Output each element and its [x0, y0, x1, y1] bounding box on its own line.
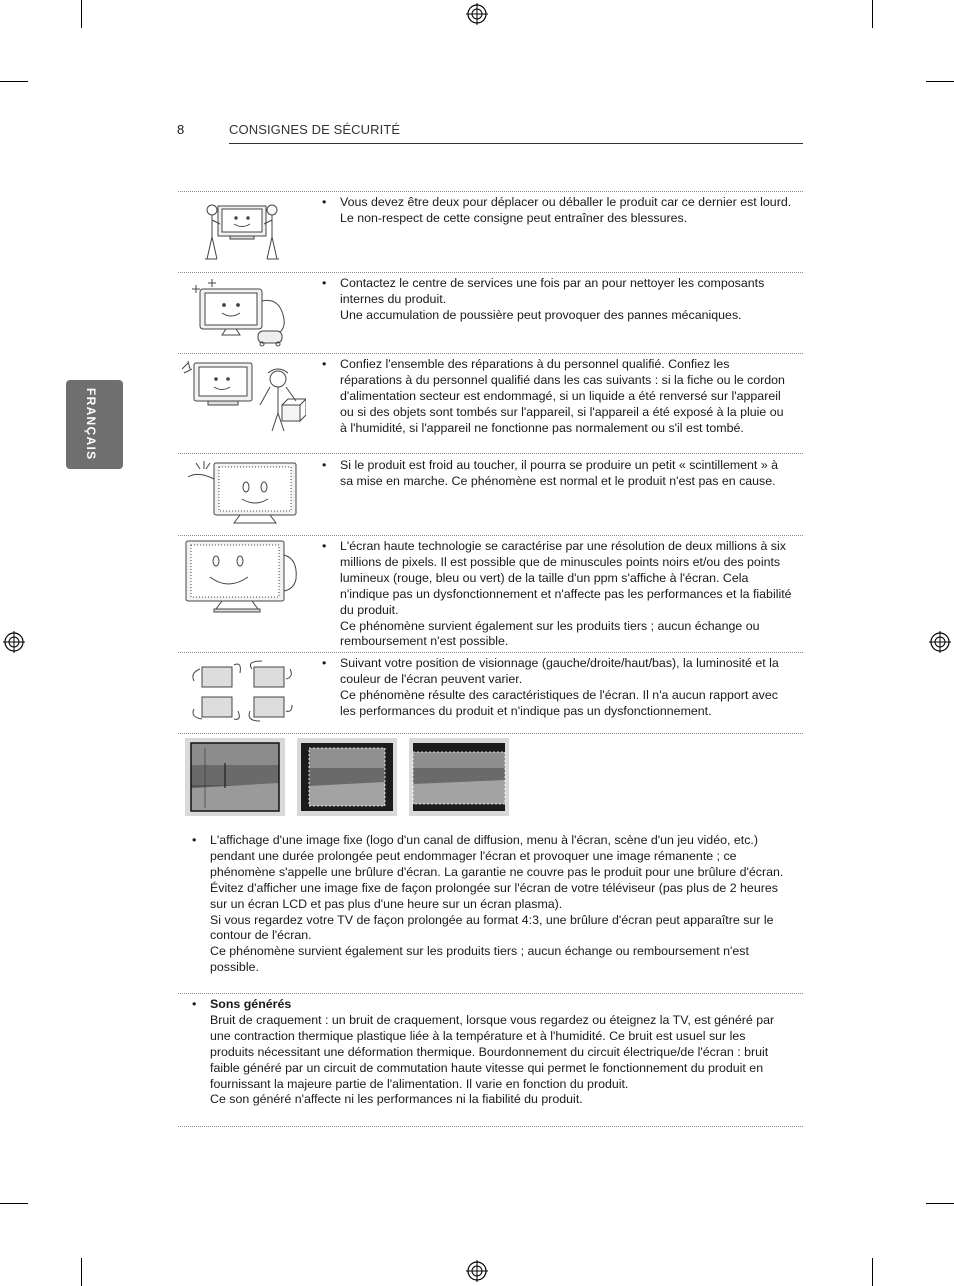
page-number: 8: [177, 122, 185, 137]
row-line: • Suivant votre position de visionnage (gauche/droite/haut/bas), la luminosité et la couleur de l'écran peuvent varier.: [340, 656, 779, 686]
row-line: Une accumulation de poussière peut provoquer des pannes mécaniques.: [340, 307, 742, 322]
row-line: Ce phénomène résulte des caractéristiques de l'écran. Il n'a aucun rapport avec les performances du produit et n'indique pas un dysfonctionnement.: [340, 687, 778, 718]
section-title: CONSIGNES DE SÉCURITÉ: [229, 122, 401, 137]
row-text-cleaning: [322, 276, 792, 324]
viewing-angles-tv-icon: [188, 659, 298, 725]
crop-mark: [872, 0, 873, 28]
row-line: Ce phénomène survient également sur les produits tiers ; aucun échange ou remboursement n'est possible.: [340, 618, 760, 649]
row-divider: [178, 1126, 803, 1127]
row-text-pixels: [322, 539, 792, 650]
row-divider: [178, 733, 803, 734]
two-people-carrying-tv-icon: [200, 196, 284, 266]
technician-repair-tv-icon: [178, 357, 306, 437]
crop-mark: [872, 1258, 873, 1286]
pixel-dots-tv-icon: [184, 539, 300, 615]
row-divider: [178, 191, 803, 192]
crop-mark: [81, 0, 82, 28]
sounds-text: [192, 997, 792, 1108]
row-divider: [178, 535, 803, 536]
row-line: • Si le produit est froid au toucher, il pourra se produire un petit « scintillement » à sa mise en marche. Ce phénomène est normal et le produit n'est pas en cause.: [340, 458, 779, 488]
tv-vacuum-cleaning-icon: [186, 277, 292, 347]
row-line: • Contactez le centre de services une fois par an pour nettoyer les composants internes du produit.: [340, 276, 765, 306]
row-text-flicker: [322, 458, 792, 490]
burn-in-line: Ce phénomène survient également sur les produits tiers ; aucun échange ou remboursement n'est possible.: [210, 944, 749, 975]
registration-mark-icon: [466, 3, 488, 25]
sounds-line: Bruit de craquement : un bruit de craquement, lorsque vous regardez ou éteignez la TV, est généré par une contraction thermique plastique liée à la température et à l'humidité. Ce bruit est usuel sur les produits nécessitant une déformation thermique. Bourdonnement du circuit électrique/de l'écran : bruit faible généré par un circuit de commutation haute vitesse qui permet le fonctionnement du produit en fournissant la majeure partie de l'alimentation. Il varie en fonction du produit.: [210, 1012, 775, 1091]
row-divider: [178, 652, 803, 653]
crop-mark: [0, 1203, 28, 1204]
row-line: • Confiez l'ensemble des réparations à du personnel qualifié. Confiez les réparations à du personnel qualifié dans les cas suivants : si la fiche ou le cordon d'alimentation secteur est endommagé, si un liquide a été renversé sur l'appareil ou si des objets sont tombés sur l'appareil, si l'appareil a été exposé à la pluie ou à l'humidité, si l'appareil ne fonctionne pas normalement ou s'il est tombé.: [340, 357, 785, 435]
registration-mark-icon: [466, 1260, 488, 1282]
flickering-tv-icon: [184, 459, 298, 529]
row-line: • L'écran haute technologie se caractérise par une résolution de deux millions à six millions de pixels. Il est possible que de minuscules points noirs et/ou des points lumineux (rouge, bleu ou vert) de la taille d'un ppm s'affiche à l'écran. Cela n'indique pas un dysfonctionnement et n'affecte pas les performances et la fiabilité du produit.: [340, 539, 792, 617]
registration-mark-icon: [3, 631, 25, 653]
row-line: • Vous devez être deux pour déplacer ou déballer le produit car ce dernier est lourd.: [340, 195, 792, 209]
header-divider: [229, 143, 803, 144]
row-text-viewing-angle: [322, 656, 792, 720]
burn-in-line: • L'affichage d'une image fixe (logo d'un canal de diffusion, menu à l'écran, scène d'un jeu vidéo, etc.) pendant une durée prolongée peut endommager l'écran et provoquer une image rémanente ; ce phénomène s'appelle une brûlure d'écran. La garantie ne couvre pas le produit pour une brûlure d'écran.: [210, 833, 784, 879]
burn-in-line: Évitez d'afficher une image fixe de façon prolongée sur l'écran de votre téléviseur (pas plus de 2 heures sur un écran LCD et pas plus d'une heure sur un écran plasma).: [210, 880, 778, 911]
row-text-transport: [322, 195, 792, 227]
row-text-repairs: [322, 357, 792, 437]
language-tab-label: FRANÇAIS: [84, 388, 98, 461]
registration-mark-icon: [929, 631, 951, 653]
burn-in-line: Si vous regardez votre TV de façon prolongée au format 4:3, une brûlure d'écran peut apparaître sur le contour de l'écran.: [210, 912, 774, 943]
burn-in-text: [192, 833, 792, 976]
burn-in-photo-2: [297, 738, 397, 816]
crop-mark: [926, 1203, 954, 1204]
sounds-line: Ce son généré n'affecte ni les performances ni la fiabilité du produit.: [210, 1092, 583, 1107]
crop-mark: [926, 81, 954, 82]
language-tab: [66, 380, 123, 469]
row-divider: [178, 993, 803, 994]
row-divider: [178, 272, 803, 273]
crop-mark: [0, 81, 28, 82]
row-divider: [178, 453, 803, 454]
burn-in-photo-3: [409, 738, 509, 816]
burn-in-photo-1: [185, 738, 285, 816]
row-divider: [178, 353, 803, 354]
row-line: Le non-respect de cette consigne peut entraîner des blessures.: [340, 210, 688, 225]
sounds-title: • Sons générés: [210, 997, 292, 1011]
crop-mark: [81, 1258, 82, 1286]
